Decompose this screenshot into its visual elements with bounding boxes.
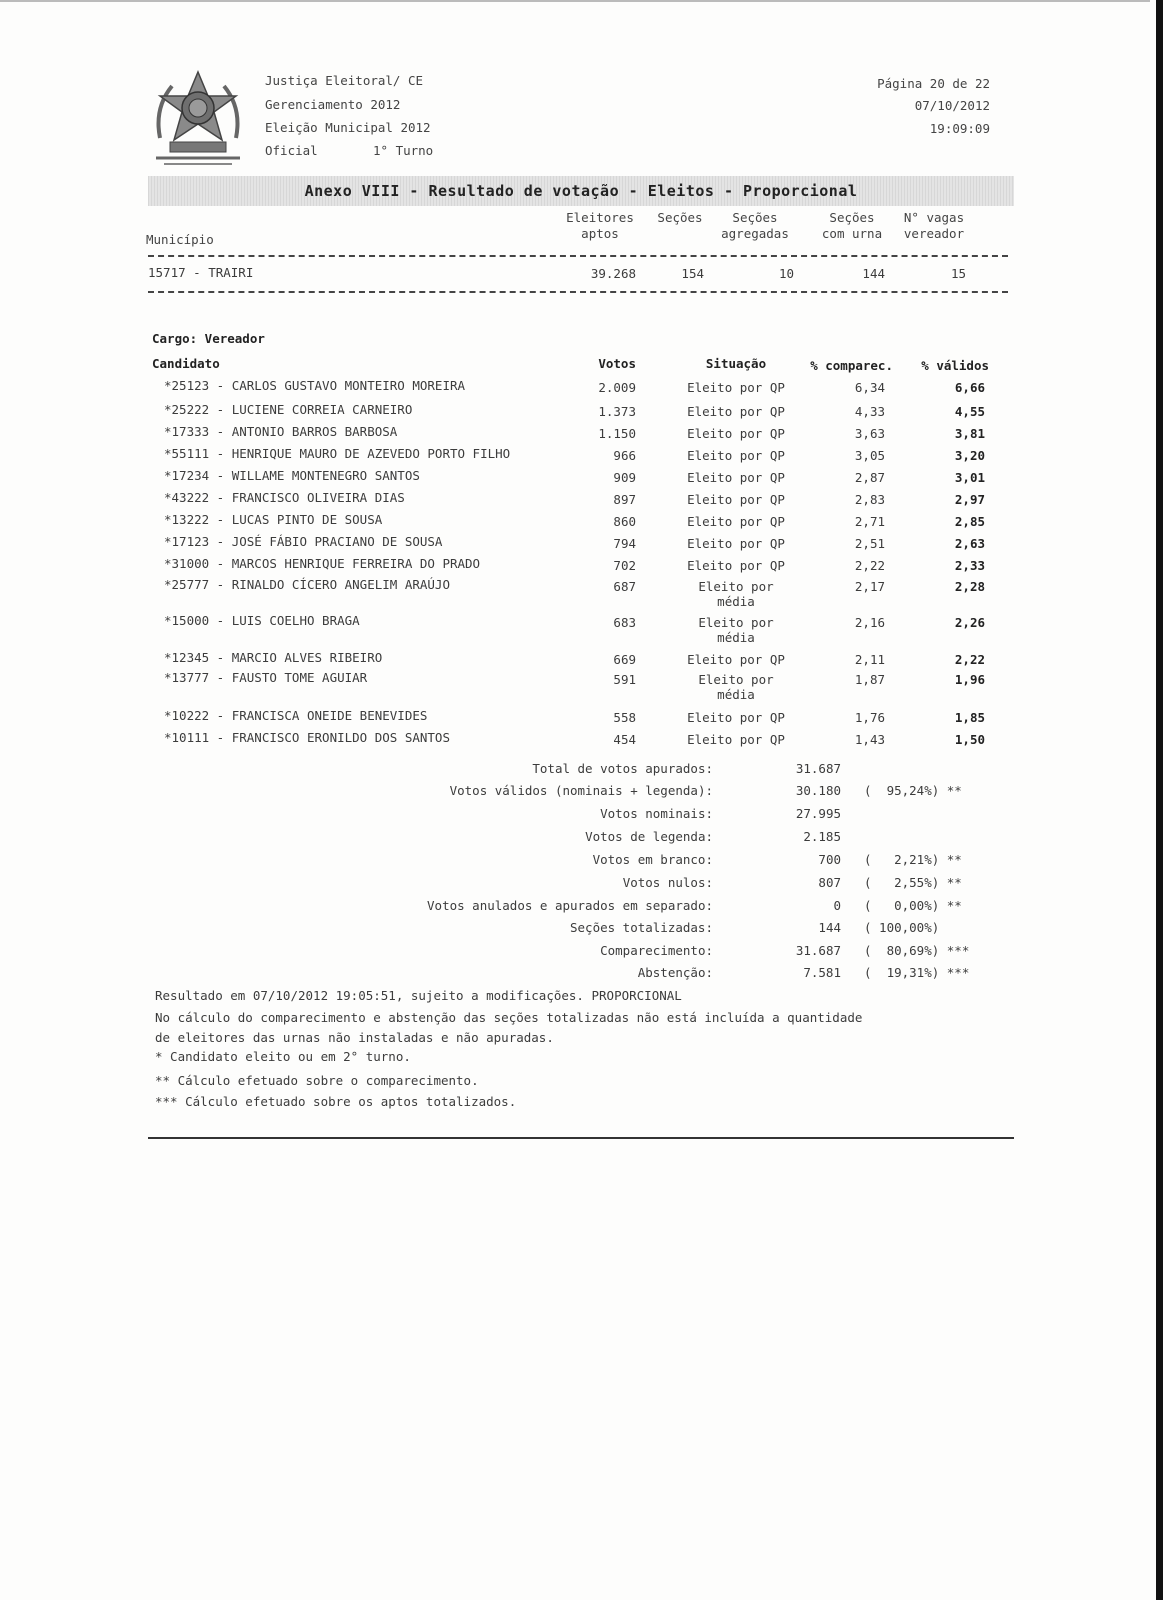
- candidate-votos: 454: [613, 732, 636, 747]
- candidate-situacao: Eleito por QP: [687, 492, 785, 507]
- municipio-com-urna: 144: [862, 266, 885, 281]
- candidate-votos: 558: [613, 710, 636, 725]
- municipio-agregadas: 10: [778, 266, 794, 281]
- candidate-validos: 6,66: [954, 380, 985, 395]
- candidate-situacao: Eleito por QP: [687, 536, 785, 551]
- candidate-name: *43222 - FRANCISCO OLIVEIRA DIAS: [164, 490, 405, 505]
- candidate-situacao: Eleito por QP: [687, 732, 785, 747]
- candidate-comparec: 2,22: [854, 558, 885, 573]
- candidate-votos: 687: [613, 579, 636, 594]
- candidate-situacao: Eleito por QP: [687, 404, 785, 419]
- total-value: 0: [833, 898, 841, 913]
- scan-right-edge: [1156, 0, 1163, 1600]
- candidate-comparec: 1,43: [854, 732, 885, 747]
- candidate-validos: 2,26: [954, 615, 985, 630]
- total-percent: ( 80,69%) ***: [864, 943, 970, 958]
- footer-legend-1: * Candidato eleito ou em 2° turno.: [155, 1049, 411, 1064]
- brazil-coat-of-arms-emblem: [150, 68, 246, 170]
- municipio-secoes: 154: [681, 266, 704, 281]
- candidate-situacao: Eleito por QP: [687, 710, 785, 725]
- candidate-name: *13222 - LUCAS PINTO DE SOUSA: [164, 512, 383, 527]
- candidate-comparec: 4,33: [854, 404, 885, 419]
- total-label: Votos anulados e apurados em separado:: [427, 898, 713, 913]
- candidate-situacao: Eleito por QP: [687, 558, 785, 573]
- header-system: Gerenciamento 2012: [265, 97, 401, 112]
- total-label: Total de votos apurados:: [532, 761, 713, 776]
- candidate-validos: 2,22: [954, 652, 985, 667]
- total-label: Votos de legenda:: [585, 829, 713, 844]
- candidate-validos: 1,50: [954, 732, 985, 747]
- candidate-situacao: Eleito por QP: [687, 652, 785, 667]
- total-label: Votos nulos:: [622, 875, 713, 890]
- header-time: 19:09:09: [929, 121, 990, 136]
- candidate-comparec: 6,34: [854, 380, 885, 395]
- candidate-comparec: 2,83: [854, 492, 885, 507]
- candidate-validos: 3,81: [954, 426, 985, 441]
- col-municipio: Município: [146, 232, 214, 247]
- col-eleitores-aptos: Eleitores aptos: [566, 210, 634, 241]
- candidate-name: *25222 - LUCIENE CORREIA CARNEIRO: [164, 402, 413, 417]
- col-comparec: % comparec.: [810, 358, 893, 373]
- total-value: 2.185: [803, 829, 841, 844]
- municipio-eleitores: 39.268: [590, 266, 636, 281]
- candidate-name: *12345 - MARCIO ALVES RIBEIRO: [164, 650, 383, 665]
- total-value: 31.687: [795, 943, 841, 958]
- divider-dashed: [148, 255, 1008, 257]
- section-banner: [148, 176, 1014, 206]
- municipio-vagas: 15: [950, 266, 966, 281]
- footer-calc-note-cont: de eleitores das urnas não instaladas e não apuradas.: [155, 1030, 554, 1045]
- total-percent: ( 0,00%) **: [864, 898, 962, 913]
- col-votos: Votos: [598, 356, 636, 371]
- footer-result-note: Resultado em 07/10/2012 19:05:51, sujeito a modificações. PROPORCIONAL: [155, 988, 682, 1003]
- col-secoes-agregadas: Seções agregadas: [721, 210, 789, 241]
- candidate-situacao: Eleito por QP: [687, 380, 785, 395]
- candidate-votos: 1.373: [598, 404, 636, 419]
- total-percent: ( 19,31%) ***: [864, 965, 970, 980]
- candidate-situacao: Eleito por QP: [687, 514, 785, 529]
- footer-calc-note: No cálculo do comparecimento e abstenção das seções totalizadas não está incluída a quantidade: [155, 1010, 863, 1025]
- candidate-situacao: Eleito por QP: [687, 448, 785, 463]
- candidate-votos: 669: [613, 652, 636, 667]
- cargo-label: Cargo: Vereador: [152, 331, 265, 346]
- candidate-name: *17234 - WILLAME MONTENEGRO SANTOS: [164, 468, 420, 483]
- candidate-validos: 2,28: [954, 579, 985, 594]
- total-label: Votos válidos (nominais + legenda):: [449, 783, 713, 798]
- bottom-rule: [148, 1137, 1014, 1139]
- footer-legend-3: *** Cálculo efetuado sobre os aptos totalizados.: [155, 1094, 517, 1109]
- candidate-situacao: Eleito por média: [698, 579, 774, 609]
- candidate-comparec: 3,05: [854, 448, 885, 463]
- candidate-validos: 2,97: [954, 492, 985, 507]
- header-date: 07/10/2012: [914, 98, 990, 113]
- candidate-votos: 966: [613, 448, 636, 463]
- page-number: Página 20 de 22: [877, 76, 990, 91]
- col-candidato: Candidato: [152, 356, 220, 371]
- candidate-name: *15000 - LUIS COELHO BRAGA: [164, 613, 360, 628]
- footer-legend-2: ** Cálculo efetuado sobre o comparecimento.: [155, 1073, 479, 1088]
- header-election: Eleição Municipal 2012: [265, 120, 431, 135]
- col-vagas-vereador: N° vagas vereador: [903, 210, 965, 241]
- municipio-name: 15717 - TRAIRI: [148, 265, 254, 280]
- col-situacao: Situação: [705, 356, 767, 371]
- total-percent: ( 95,24%) **: [864, 783, 962, 798]
- candidate-validos: 1,85: [954, 710, 985, 725]
- candidate-name: *17123 - JOSÉ FÁBIO PRACIANO DE SOUSA: [164, 534, 443, 549]
- total-label: Seções totalizadas:: [570, 920, 713, 935]
- candidate-comparec: 2,17: [854, 579, 885, 594]
- header-turno: 1° Turno: [373, 143, 434, 158]
- candidate-votos: 794: [613, 536, 636, 551]
- total-value: 27.995: [795, 806, 841, 821]
- candidate-name: *25123 - CARLOS GUSTAVO MONTEIRO MOREIRA: [164, 378, 466, 393]
- candidate-name: *25777 - RINALDO CÍCERO ANGELIM ARAÚJO: [164, 577, 450, 592]
- total-value: 807: [818, 875, 841, 890]
- banner-title: Anexo VIII - Resultado de votação - Eleitos - Proporcional: [304, 182, 858, 200]
- total-value: 700: [818, 852, 841, 867]
- col-secoes: Seções: [657, 210, 703, 225]
- total-percent: ( 2,21%) **: [864, 852, 962, 867]
- candidate-comparec: 2,16: [854, 615, 885, 630]
- candidate-comparec: 1,76: [854, 710, 885, 725]
- total-label: Votos nominais:: [600, 806, 713, 821]
- total-label: Comparecimento:: [600, 943, 713, 958]
- candidate-votos: 909: [613, 470, 636, 485]
- total-value: 30.180: [795, 783, 841, 798]
- divider-dashed: [148, 291, 1008, 293]
- candidate-situacao: Eleito por QP: [687, 426, 785, 441]
- candidate-validos: 2,85: [954, 514, 985, 529]
- candidate-name: *13777 - FAUSTO TOME AGUIAR: [164, 670, 368, 685]
- candidate-votos: 2.009: [598, 380, 636, 395]
- candidate-situacao: Eleito por média: [698, 672, 774, 702]
- total-label: Abstenção:: [637, 965, 713, 980]
- candidate-comparec: 2,11: [854, 652, 885, 667]
- total-label: Votos em branco:: [592, 852, 713, 867]
- col-validos: % válidos: [921, 358, 989, 373]
- candidate-comparec: 1,87: [854, 672, 885, 687]
- header-status: Oficial: [265, 143, 318, 158]
- candidate-validos: 3,20: [954, 448, 985, 463]
- col-secoes-com-urna: Seções com urna: [821, 210, 883, 241]
- candidate-votos: 702: [613, 558, 636, 573]
- candidate-name: *17333 - ANTONIO BARROS BARBOSA: [164, 424, 398, 439]
- total-value: 7.581: [803, 965, 841, 980]
- candidate-validos: 2,63: [954, 536, 985, 551]
- candidate-name: *31000 - MARCOS HENRIQUE FERREIRA DO PRADO: [164, 556, 481, 571]
- candidate-comparec: 3,63: [854, 426, 885, 441]
- candidate-name: *10222 - FRANCISCA ONEIDE BENEVIDES: [164, 708, 428, 723]
- candidate-validos: 1,96: [954, 672, 985, 687]
- candidate-votos: 1.150: [598, 426, 636, 441]
- candidate-votos: 860: [613, 514, 636, 529]
- candidate-situacao: Eleito por média: [698, 615, 774, 645]
- candidate-votos: 591: [613, 672, 636, 687]
- candidate-validos: 3,01: [954, 470, 985, 485]
- candidate-name: *10111 - FRANCISCO ERONILDO DOS SANTOS: [164, 730, 450, 745]
- header-org: Justiça Eleitoral/ CE: [265, 73, 424, 88]
- total-percent: ( 2,55%) **: [864, 875, 962, 890]
- candidate-votos: 683: [613, 615, 636, 630]
- candidate-name: *55111 - HENRIQUE MAURO DE AZEVEDO PORTO FILHO: [164, 446, 511, 461]
- total-percent: ( 100,00%): [864, 920, 940, 935]
- candidate-comparec: 2,87: [854, 470, 885, 485]
- candidate-situacao: Eleito por QP: [687, 470, 785, 485]
- candidate-votos: 897: [613, 492, 636, 507]
- candidate-validos: 4,55: [954, 404, 985, 419]
- total-value: 31.687: [795, 761, 841, 776]
- candidate-comparec: 2,71: [854, 514, 885, 529]
- total-value: 144: [818, 920, 841, 935]
- candidate-validos: 2,33: [954, 558, 985, 573]
- candidate-comparec: 2,51: [854, 536, 885, 551]
- scan-top-edge: [0, 0, 1150, 2]
